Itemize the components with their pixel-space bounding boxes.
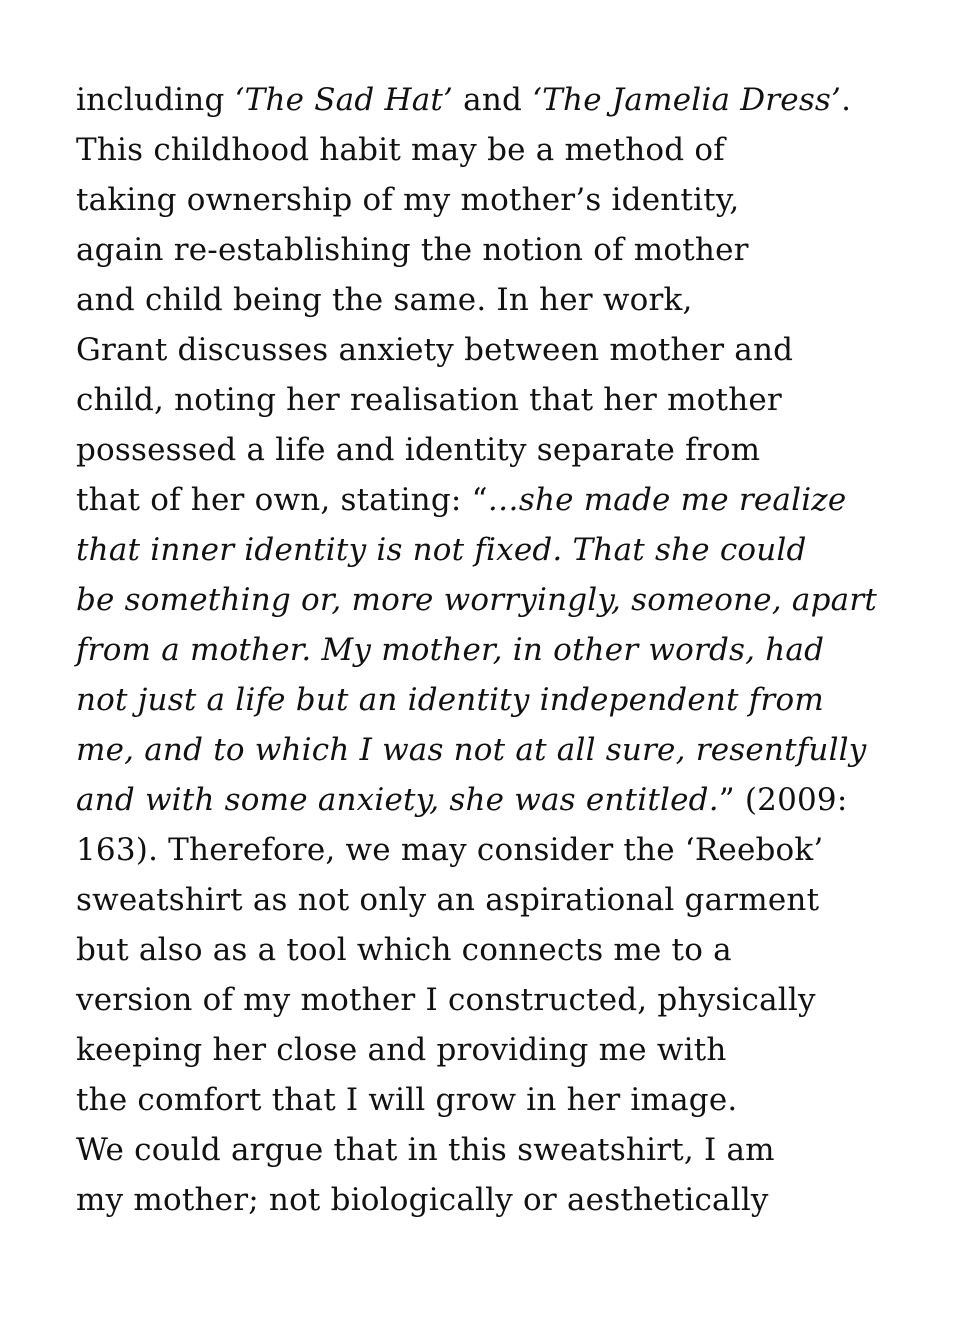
text-run-italic: ‘The Jamelia Dress’ [532, 82, 842, 118]
text-run: my mother; not biologically or aesthetically [76, 1182, 769, 1218]
text-line [76, 375, 906, 425]
text-line [76, 1125, 906, 1175]
text-run: We could argue that in this sweatshirt, I am [76, 1132, 775, 1168]
quote-run: that inner identity is not fixed. That she could [76, 532, 807, 568]
text-line [76, 425, 906, 475]
quote-line [76, 725, 906, 775]
text-run: that of her own, stating: “ [76, 482, 488, 518]
quote-run: from a mother. My mother, in other words, had [76, 632, 825, 668]
text-line [76, 1075, 906, 1125]
text-run: including [76, 82, 235, 118]
text-run: and [453, 82, 533, 118]
text-run: the comfort that I will grow in her image. [76, 1082, 738, 1118]
quote-run: not just a life but an identity independent from [76, 682, 824, 718]
text-run: 163). Therefore, we may consider the ‘Reebok’ [76, 832, 824, 868]
text-line [76, 775, 906, 825]
text-line [76, 75, 906, 125]
quote-run: and with some anxiety, she was entitled. [76, 782, 719, 818]
text-run: version of my mother I constructed, physically [76, 982, 816, 1018]
text-run: keeping her close and providing me with [76, 1032, 727, 1068]
quote-line [76, 575, 906, 625]
text-line [76, 1025, 906, 1075]
text-line [76, 925, 906, 975]
quote-line [76, 675, 906, 725]
text-line [76, 175, 906, 225]
quote-line [76, 625, 906, 675]
text-line [76, 875, 906, 925]
text-run: This childhood habit may be a method of [76, 132, 725, 168]
text-run: again re-establishing the notion of mother [76, 232, 749, 268]
quote-run: be something or, more worryingly, someone, apart [76, 582, 877, 618]
text-line [76, 825, 906, 875]
text-line [76, 225, 906, 275]
text-line [76, 975, 906, 1025]
text-run: possessed a life and identity separate from [76, 432, 761, 468]
body-text [76, 75, 906, 1225]
text-line [76, 325, 906, 375]
text-run: but also as a tool which connects me to a [76, 932, 732, 968]
text-line [76, 125, 906, 175]
text-line [76, 1175, 906, 1225]
text-run: ” (2009: [718, 782, 848, 818]
text-run-italic: ‘The Sad Hat’ [234, 82, 454, 118]
text-run: and child being the same. In her work, [76, 282, 693, 318]
quote-run: me, and to which I was not at all sure, resentfully [76, 732, 867, 768]
text-run: taking ownership of my mother’s identity, [76, 182, 740, 218]
quote-run: …she made me realize [487, 482, 847, 518]
text-run: Grant discusses anxiety between mother and [76, 332, 794, 368]
text-run: . [841, 82, 852, 118]
text-run: child, noting her realisation that her mother [76, 382, 782, 418]
text-line [76, 475, 906, 525]
quote-line [76, 525, 906, 575]
text-line [76, 275, 906, 325]
text-run: sweatshirt as not only an aspirational garment [76, 882, 820, 918]
